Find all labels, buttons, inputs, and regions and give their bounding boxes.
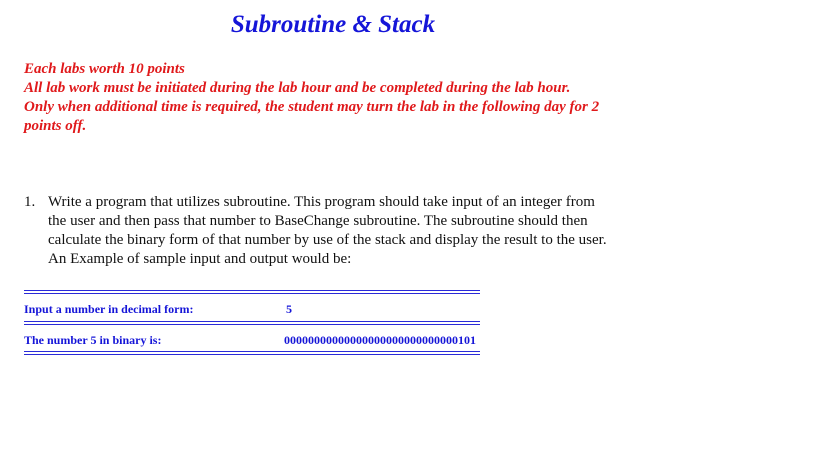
- sample-output-label: The number 5 in binary is:: [24, 333, 162, 347]
- question-number: 1.: [24, 194, 36, 210]
- lab-notice: [24, 60, 664, 136]
- double-rule-middle: [24, 321, 480, 325]
- notice-line-points-off: points off.: [24, 118, 87, 134]
- question-line-3: calculate the binary form of that number by use of the stack and display the result to the user.: [48, 232, 607, 248]
- sample-input-value: 5: [286, 302, 292, 316]
- question-line-2: the user and then pass that number to BaseChange subroutine. The subroutine should then: [48, 213, 588, 229]
- sample-output-value: 00000000000000000000000000000101: [284, 333, 476, 347]
- double-rule-top: [24, 290, 480, 294]
- sample-input-label: Input a number in decimal form:: [24, 302, 194, 316]
- notice-line-late-policy: Only when additional time is required, the student may turn the lab in the following day for 2: [24, 99, 600, 115]
- document-title: Subroutine & Stack: [230, 11, 436, 38]
- question-line-4: An Example of sample input and output would be:: [48, 251, 352, 267]
- question-text: [48, 193, 664, 269]
- double-rule-bottom: [24, 351, 480, 355]
- question-line-1: Write a program that utilizes subroutine. This program should take input of an integer from: [48, 194, 595, 210]
- question-1: [24, 193, 664, 269]
- notice-line-lab-hour: All lab work must be initiated during the lab hour and be completed during the lab hour.: [24, 80, 571, 96]
- notice-line-points: Each labs worth 10 points: [24, 61, 185, 77]
